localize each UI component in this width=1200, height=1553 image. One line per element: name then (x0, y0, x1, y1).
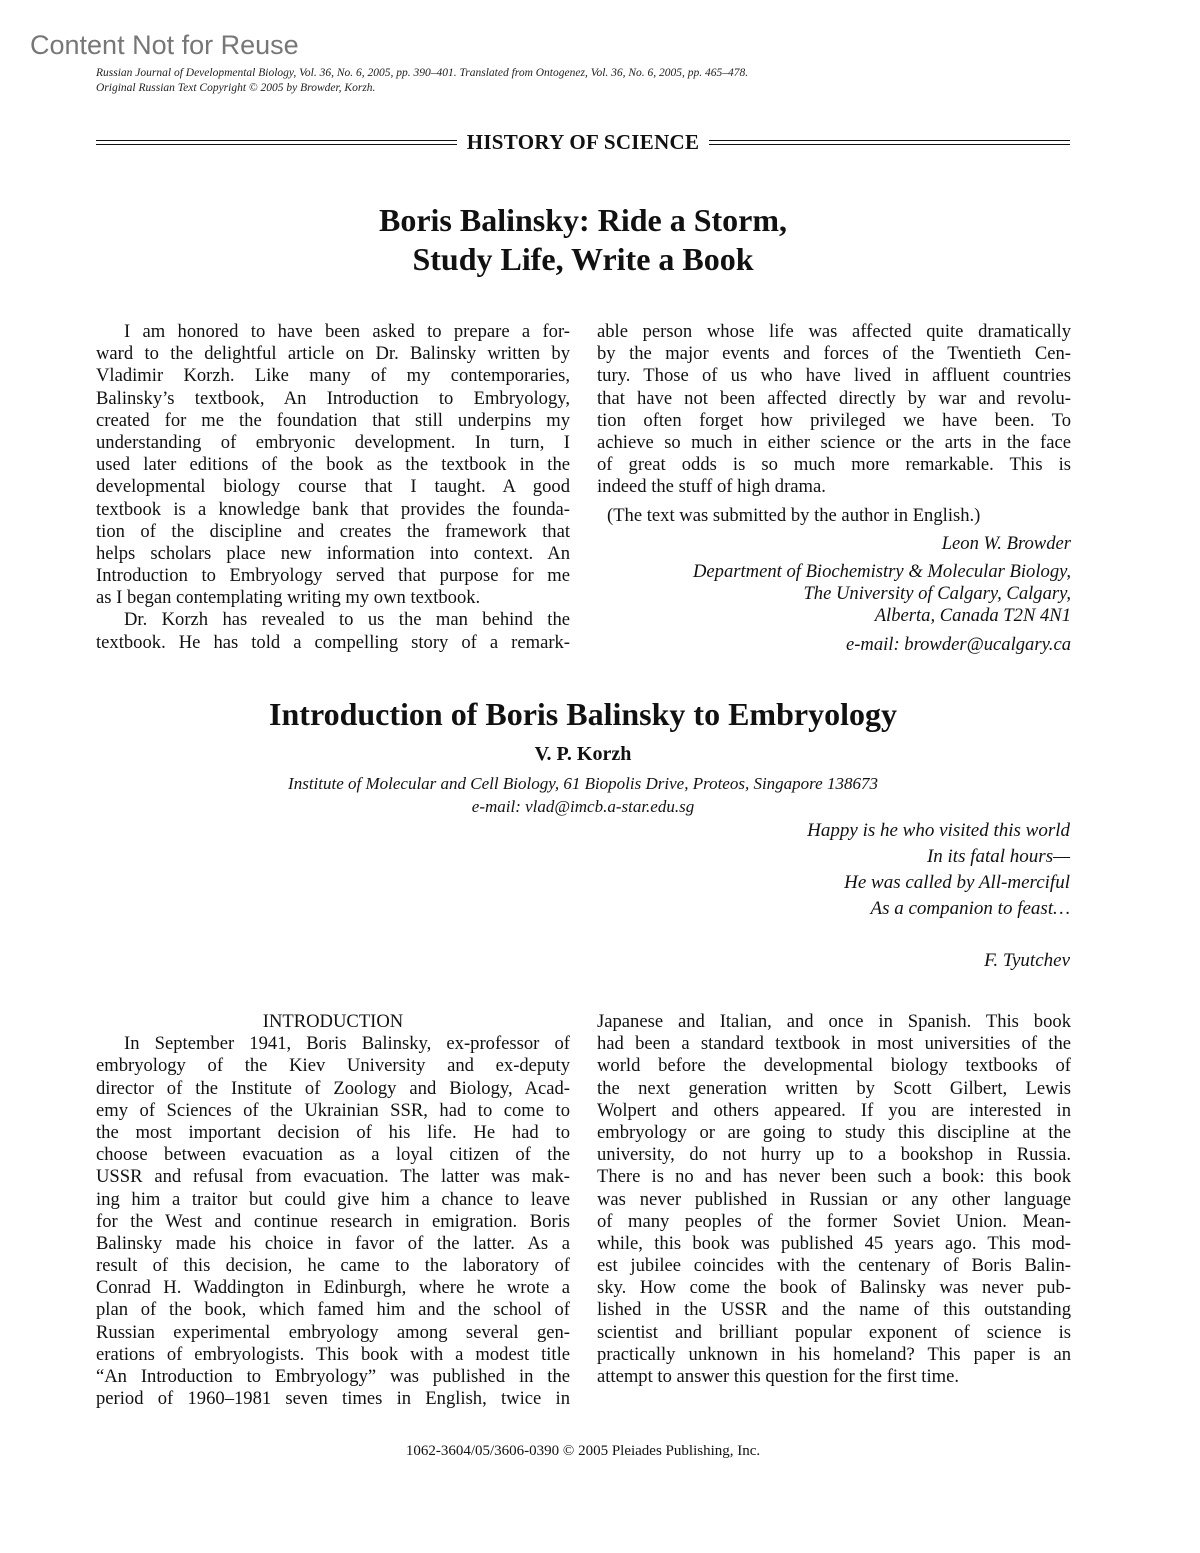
text-line: ward to the delightful article on Dr. Balinsky written by (96, 343, 570, 365)
author-email: e-mail: browder@ucalgary.ca (845, 633, 1071, 655)
journal-header (96, 66, 748, 96)
text-line: while, this book was published 45 years ago. This mod- (597, 1232, 1071, 1254)
epigraph-line: As a companion to feast… (870, 898, 1070, 919)
affiliation-line: Department of Biochemistry & Molecular Biology, (692, 560, 1071, 582)
text-line: Dr. Korzh has revealed to us the man behind the (124, 609, 570, 631)
text-line: USSR and refusal from evacuation. The latter was mak- (96, 1166, 570, 1188)
author-name: Leon W. Browder (941, 532, 1071, 554)
text-line: university, do not hurry up to a bookshop in Russia. (597, 1144, 1071, 1166)
text-line: Wolpert and others appeared. If you are interested in (597, 1099, 1071, 1121)
text-line: Balinsky’s textbook, An Introduction to Embryology, (96, 387, 570, 409)
text-line: the most important decision of his life. He had to (96, 1121, 570, 1143)
epigraph-line: In its fatal hours— (926, 846, 1070, 867)
text-line: embryology or are going to study this discipline at the (597, 1121, 1071, 1143)
text-line: sky. How come the book of Balinsky was never pub- (597, 1277, 1071, 1299)
submission-note: (The text was submitted by the author in English.) (607, 504, 981, 526)
text-line: There is no and has never been such a book: this book (597, 1166, 1071, 1188)
journal-citation: Russian Journal of Developmental Biology, Vol. 36, No. 6, 2005, pp. 390–401. Translated from Ontogenez, Vol. 36, No. 6, 2005, pp. 465–478. (96, 67, 749, 79)
text-line: had been a standard textbook in most universities of the (597, 1033, 1071, 1055)
text-line: that have not been affected directly by war and revolu- (597, 387, 1071, 409)
affiliation-line: The University of Calgary, Calgary, (803, 583, 1071, 605)
text-line: choose between evacuation as a loyal citizen of the (96, 1144, 570, 1166)
copyright-line: Original Russian Text Copyright © 2005 by Browder, Korzh. (96, 82, 376, 94)
epigraph-author: F. Tyutchev (984, 950, 1070, 971)
article2-left-column (96, 1011, 570, 1410)
text-line: for the West and continue research in emigration. Boris (96, 1210, 570, 1232)
article1-left-column (96, 321, 570, 654)
section-header (96, 128, 1070, 156)
text-line: indeed the stuff of high drama. (597, 476, 826, 498)
text-line: attempt to answer this question for the first time. (597, 1366, 959, 1387)
article1-right-column (597, 321, 1071, 656)
text-line: lished in the USSR and the name of this outstanding (597, 1299, 1071, 1321)
text-line: tury. Those of us who have lived in affluent countries (597, 365, 1071, 387)
text-line: achieve so much in either science or the arts in the face (597, 431, 1071, 453)
article2-right-column (597, 1011, 1071, 1388)
section-label: HISTORY OF SCIENCE (466, 129, 700, 154)
text-line: plan of the book, which famed him and the school of (96, 1299, 570, 1321)
article2-affiliation (96, 772, 1070, 818)
text-line: tion of the discipline and creates the framework that (96, 520, 570, 542)
text-line: practically unknown in his homeland? This paper is an (597, 1343, 1071, 1365)
title-line: Study Life, Write a Book (412, 241, 754, 277)
epigraph-line: He was called by All-merciful (844, 872, 1070, 893)
text-line: helps scholars place new information into context. An (96, 542, 570, 564)
text-line: textbook. He has told a compelling story of a remark- (96, 631, 570, 653)
text-line: I am honored to have been asked to prepare a for- (124, 321, 570, 342)
text-line: est jubilee coincides with the centenary of Boris Balin- (597, 1255, 1071, 1277)
text-line: textbook is a knowledge bank that provides the founda- (96, 498, 570, 520)
section-heading: INTRODUCTION (262, 1011, 404, 1032)
epigraph (600, 818, 1070, 974)
text-line: understanding of embryonic development. In turn, I (96, 431, 570, 453)
epigraph-line: Happy is he who visited this world (807, 820, 1070, 841)
affiliation-line: Institute of Molecular and Cell Biology, 61 Biopolis Drive, Proteos, Singapore 138673 (288, 774, 878, 793)
text-line: Russian experimental embryology among several gen- (96, 1321, 570, 1343)
text-line: Balinsky made his choice in favor of the latter. As a (96, 1232, 570, 1254)
watermark: Content Not for Reuse (30, 30, 299, 60)
affiliation-line: Alberta, Canada T2N 4N1 (874, 605, 1071, 627)
text-line: Japanese and Italian, and once in Spanish. This book (597, 1011, 1071, 1032)
text-line: Vladimir Korzh. Like many of my contemporaries, (96, 365, 570, 387)
text-line: result of this decision, he came to the laboratory of (96, 1255, 570, 1277)
text-line: able person whose life was affected quite dramatically (597, 321, 1071, 342)
text-line: period of 1960–1981 seven times in English, twice in (96, 1388, 570, 1410)
article2-author: V. P. Korzh (534, 743, 632, 765)
text-line: by the major events and forces of the Twentieth Cen- (597, 343, 1071, 365)
text-line: erations of embryologists. This book with a modest title (96, 1343, 570, 1365)
text-line: of great odds is so much more remarkable. This is (597, 454, 1071, 476)
text-line: “An Introduction to Embryology” was published in the (96, 1366, 570, 1387)
article1-title (96, 201, 1070, 279)
text-line: Introduction to Embryology served that purpose for me (96, 565, 570, 587)
text-line: created for me the foundation that still underpins my (96, 409, 570, 431)
author-affiliation (597, 561, 1071, 628)
text-line: ing him a traitor but could give him a chance to leave (96, 1188, 570, 1210)
text-line: tion often forget how privileged we have been. To (597, 409, 1071, 431)
text-line: as I began contemplating writing my own textbook. (96, 587, 481, 609)
text-line: developmental biology course that I taught. A good (96, 476, 570, 498)
text-line: emy of Sciences of the Ukrainian SSR, had to come to (96, 1099, 570, 1121)
text-line: world before the developmental biology textbooks of (597, 1055, 1071, 1077)
text-line: Conrad H. Waddington in Edinburgh, where he wrote a (96, 1277, 570, 1299)
text-line: In September 1941, Boris Balinsky, ex-professor of (124, 1033, 570, 1055)
article2-title: Introduction of Boris Balinsky to Embryology (269, 696, 897, 732)
double-rule-right (709, 140, 1070, 145)
double-rule-left (96, 140, 457, 145)
text-line: director of the Institute of Zoology and Biology, Acad- (96, 1077, 570, 1099)
author-email: e-mail: vlad@imcb.a-star.edu.sg (471, 797, 695, 816)
text-line: embryology of the Kiev University and ex-deputy (96, 1055, 570, 1077)
text-line: the next generation written by Scott Gilbert, Lewis (597, 1077, 1071, 1099)
text-line: used later editions of the book as the textbook in the (96, 454, 570, 476)
text-line: scientist and brilliant popular exponent of science is (597, 1321, 1071, 1343)
text-line: was never published in Russian or any other language (597, 1188, 1071, 1210)
title-line: Boris Balinsky: Ride a Storm, (378, 202, 788, 238)
footer-copyright: 1062-3604/05/3606-0390 © 2005 Pleiades Publishing, Inc. (405, 1443, 761, 1459)
text-line: of many peoples of the former Soviet Union. Mean- (597, 1210, 1071, 1232)
